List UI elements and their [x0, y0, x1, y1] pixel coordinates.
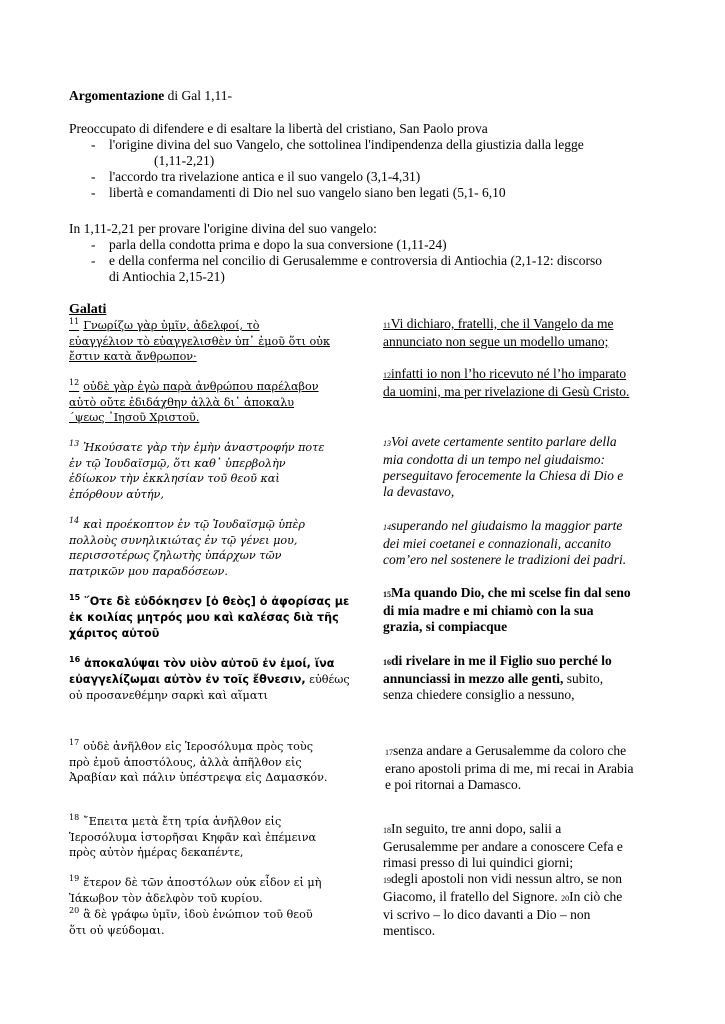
- greek-line: Ἀραβίαν καὶ πάλιν ὑπέστρεψα εἰς Δαμασκόν.: [69, 771, 328, 784]
- verse-number: 18: [69, 813, 80, 822]
- italian-line: Giacomo, il fratello del Signore.: [383, 889, 558, 904]
- italian-line: Ma quando Dio, che mi scelse fin dal seno: [391, 585, 631, 600]
- italian-line: annunciassi in mezzo alle genti,: [383, 671, 564, 686]
- greek-line: πρὸς αὐτὸν ἡμέρας δεκαπέντε,: [69, 846, 244, 859]
- verse-number: 17: [385, 748, 393, 757]
- intro-item: - l'origine divina del suo Vangelo, che sottolinea l'indipendenza della giustizia dalla legge: [91, 137, 691, 153]
- verse-number: 20: [561, 894, 570, 903]
- italian-line: rimasi presso di lui quindici giorni;: [383, 855, 574, 870]
- intro-item-ref: (1,11-2,21): [154, 153, 215, 168]
- italian-line: In ciò che: [569, 889, 623, 904]
- greek-line: ΄ψεως ᾽Ιησοῦ Χριστοῦ.: [69, 411, 200, 424]
- italian-line: da uomini, ma per rivelazione di Gesù Cristo.: [383, 384, 630, 399]
- italian-line: senza andare a Gerusalemme da coloro che: [393, 743, 627, 758]
- verse-number: 15: [69, 593, 81, 602]
- italian-line: grazia, si compiacque: [383, 619, 508, 634]
- greek-verse-15: [69, 594, 379, 642]
- greek-line: Ἠκούσατε γὰρ τὴν ἐμὴν ἀναστροφήν ποτε: [83, 441, 325, 454]
- greek-line: εὐαγγελίζωμαι αὐτὸν ἐν τοῖς ἔθνεσιν,: [69, 673, 306, 686]
- italian-line: In seguito, tre anni dopo, salii a: [391, 821, 562, 836]
- italian-line: com’ero nel sostenere le tradizioni dei padri.: [383, 552, 627, 567]
- verse-number: 13: [69, 439, 80, 448]
- verse-number: 16: [383, 658, 391, 667]
- greek-line-rest: εὐθέως: [305, 673, 350, 686]
- greek-verse-17: [69, 739, 369, 786]
- title-rest: di Gal 1,11-: [164, 88, 232, 103]
- greek-verse-19: [69, 875, 369, 906]
- greek-line: χάριτος αὐτοῦ: [69, 627, 160, 640]
- italian-verse-15: [383, 585, 683, 635]
- verse-number: 16: [69, 655, 81, 664]
- verse-number: 18: [383, 826, 391, 835]
- section-lead: In 1,11-2,21 per provare l'origine divina del suo vangelo:: [69, 221, 377, 236]
- italian-line-rest: subito,: [563, 671, 604, 686]
- verse-number: 20: [69, 906, 80, 915]
- italian-line: infatti io non l’ho ricevuto né l’ho imparato: [391, 366, 627, 381]
- greek-line: ῎Επειτα μετὰ ἔτη τρία ἀνῆλθον εἰς: [83, 815, 282, 828]
- italian-line: e poi ritornai a Damasco.: [385, 777, 522, 792]
- verse-number: 14: [69, 516, 80, 525]
- greek-line: καὶ προέκοπτον ἐν τῷ Ἰουδαϊσμῷ ὑπὲρ: [83, 518, 305, 531]
- greek-line: ἔστιν κατὰ ἄνθρωπον·: [69, 350, 197, 363]
- greek-line: περισσοτέρως ζηλωτὴς ὑπάρχων τῶν: [69, 549, 282, 562]
- intro-item: - l'accordo tra rivelazione antica e il suo vangelo (3,1-4,31): [91, 169, 691, 185]
- intro-lead: Preoccupato di difendere e di esaltare la libertà del cristiano, San Paolo prova: [69, 121, 488, 136]
- section-list: [91, 237, 671, 285]
- verse-number: 13: [383, 439, 391, 448]
- italian-verse-14: [383, 518, 683, 568]
- greek-line: εὐαγγέλιον τὸ εὐαγγελισθὲν ὑπ᾽ ἐμοῦ ὅτι οὐκ: [69, 334, 330, 348]
- greek-line: πολλοὺς συνηλικιώτας ἐν τῷ γένει μου,: [69, 533, 298, 547]
- italian-line: di rivelare in me il Figlio suo perché lo: [391, 653, 612, 668]
- verse-number: 12: [383, 371, 391, 380]
- intro-item: - libertà e comandamenti di Dio nel suo vangelo siano ben legati (5,1- 6,10: [91, 185, 691, 201]
- greek-verse-20: [69, 907, 369, 938]
- greek-line: οὐδὲ γὰρ ἐγὼ παρὰ ἀνθρώπου παρέλαβον: [83, 380, 319, 393]
- italian-verse-18-20: [383, 821, 683, 939]
- italian-line: dei miei coetanei e connazionali, accanito: [383, 536, 611, 551]
- section-item-cont: di Antiochia 2,15-21): [109, 269, 225, 284]
- greek-line: ἀποκαλύψαι τὸν υἱὸν αὐτοῦ ἐν ἐμοί, ἵνα: [84, 657, 335, 670]
- section-item: - e della conferma nel concilio di Gerusalemme e controversia di Antiochia (2,1-12: discorso: [91, 253, 671, 269]
- italian-verse-13: [383, 434, 683, 500]
- verse-number: 14: [383, 523, 391, 532]
- section-item: - parla della condotta prima e dopo la sua conversione (1,11-24): [91, 237, 671, 253]
- greek-verse-12: [69, 379, 369, 426]
- greek-line: ῞Οτε δὲ εὐδόκησεν [ὁ θεὸς] ὁ ἀφορίσας με: [84, 595, 350, 608]
- italian-line: erano apostoli prima di me, mi recai in Arabia: [385, 761, 634, 776]
- italian-line: senza chiedere consiglio a nessuno,: [383, 687, 575, 702]
- italian-line: la devastavo,: [383, 484, 455, 499]
- italian-verse-12: [383, 366, 683, 400]
- intro-paragraph: [69, 121, 669, 137]
- italian-line: vi scrivo – lo dico davanti a Dio – non: [383, 907, 591, 922]
- greek-verse-13: [69, 440, 369, 502]
- italian-verse-16: [383, 653, 683, 703]
- greek-line: πατρικῶν μου παραδόσεων.: [69, 564, 228, 578]
- greek-line: ἐπόρθουν αὐτήν,: [69, 487, 164, 501]
- greek-line: ἃ δὲ γράφω ὑμῖν, ἰδοὺ ἐνώπιον τοῦ θεοῦ: [83, 908, 313, 921]
- greek-verse-16: [69, 656, 379, 704]
- greek-verse-14: [69, 517, 369, 579]
- italian-line: mentisco.: [383, 923, 436, 938]
- verse-number: 19: [383, 876, 391, 885]
- verse-number: 11: [69, 317, 80, 326]
- greek-line: πρὸ ἐμοῦ ἀποστόλους, ἀλλὰ ἀπῆλθον εἰς: [69, 755, 302, 769]
- greek-line: Γνωρίζω γὰρ ὑμῖν, ἀδελφοί, τὸ: [83, 319, 260, 332]
- verse-number: 17: [69, 738, 80, 747]
- greek-line: οὐδὲ ἀνῆλθον εἰς Ἱεροσόλυμα πρὸς τοὺς: [83, 740, 313, 753]
- verse-number: 19: [69, 874, 80, 883]
- greek-verse-11: [69, 318, 369, 365]
- italian-line: perseguitavo ferocemente la Chiesa di Dio e: [383, 468, 624, 483]
- greek-line: οὐ προσανεθέμην σαρκὶ καὶ αἵματι: [69, 689, 268, 702]
- verse-number: 12: [69, 378, 80, 387]
- greek-line: ὅτι οὐ ψεύδομαι.: [69, 923, 165, 937]
- greek-line: αὐτὸ οὔτε ἐδιδάχθην ἀλλὰ δι᾽ ἀποκαλυ: [69, 395, 295, 409]
- italian-line: degli apostoli non vidi nessun altro, se non: [391, 871, 622, 886]
- italian-line: mia condotta di un tempo nel giudaismo:: [383, 452, 605, 467]
- page-title: [69, 88, 232, 104]
- greek-line: ἐν τῷ Ἰουδαϊσμῷ, ὅτι καθ᾽ ὑπερβολὴν: [69, 456, 286, 470]
- greek-line: ἕτερον δὲ τῶν ἀποστόλων οὐκ εἶδον εἰ μὴ: [83, 876, 322, 889]
- italian-verse-11: [383, 316, 683, 350]
- greek-line: Ἱεροσόλυμα ἱστορῆσαι Κηφᾶν καὶ ἐπέμεινα: [69, 830, 317, 844]
- greek-line: ἐδίωκον τὴν ἐκκλησίαν τοῦ θεοῦ καὶ: [69, 472, 280, 485]
- italian-line: annunciato non segue un modello umano;: [383, 334, 609, 349]
- intro-list: [91, 137, 691, 201]
- italian-line: superando nel giudaismo la maggior parte: [391, 518, 623, 533]
- greek-verse-18: [69, 814, 369, 861]
- title-bold: Argomentazione: [69, 88, 165, 103]
- italian-line: Gerusalemme per andare a conoscere Cefa e: [383, 839, 623, 854]
- galati-heading: Galati: [69, 302, 107, 317]
- italian-line: Voi avete certamente sentito parlare della: [391, 434, 617, 449]
- verse-number: 15: [383, 590, 391, 599]
- verse-number: 11: [383, 321, 391, 330]
- italian-line: di mia madre e mi chiamò con la sua: [383, 603, 594, 618]
- italian-verse-17: [385, 743, 685, 793]
- greek-line: Ἰάκωβον τὸν ἀδελφὸν τοῦ κυρίου.: [69, 891, 263, 905]
- greek-line: ἐκ κοιλίας μητρός μου καὶ καλέσας διὰ τῆς: [69, 611, 339, 624]
- italian-line: Vi dichiaro, fratelli, che il Vangelo da me: [390, 316, 614, 331]
